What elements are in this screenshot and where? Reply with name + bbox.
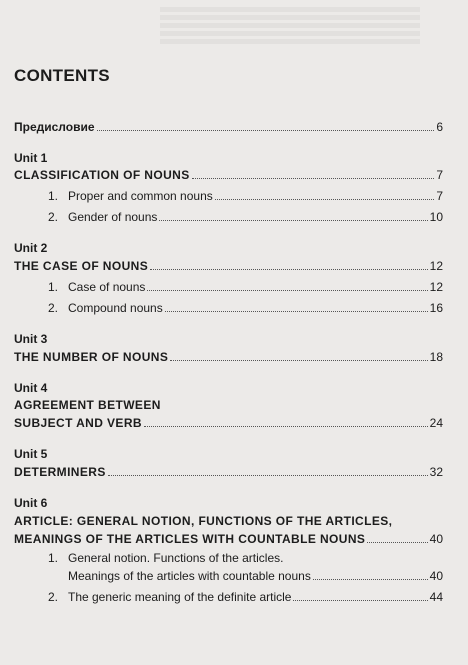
subentry-label: General notion. Functions of the articles.: [68, 551, 284, 565]
page-title: CONTENTS: [14, 66, 110, 85]
toc-subentry-line: [48, 551, 443, 565]
page-number: 6: [436, 120, 443, 134]
subentry-label: Gender of nouns: [68, 210, 158, 224]
subentry-label: The generic meaning of the definite article: [68, 590, 292, 604]
unit-label: Unit 3: [14, 332, 48, 346]
leader-dots: [170, 360, 427, 361]
page-number: 18: [429, 350, 443, 364]
leader-dots: [150, 269, 427, 270]
bleed-through-text: [160, 4, 420, 47]
page-number: 7: [436, 189, 443, 203]
page-number: 16: [429, 301, 443, 315]
leader-dots: [313, 579, 428, 580]
subentry-label: Meanings of the articles with countable nouns: [68, 569, 311, 583]
page-number: 44: [429, 590, 443, 604]
leader-dots: [159, 220, 427, 221]
unit-label: Unit 4: [14, 381, 48, 395]
subentry-label: Case of nouns: [68, 280, 146, 294]
page-number: 7: [436, 168, 443, 182]
toc-subentry: [48, 210, 443, 224]
unit-title: THE CASE OF NOUNS: [14, 259, 149, 273]
toc-subentry: [48, 301, 443, 315]
leader-dots: [215, 199, 435, 200]
unit-title-line: ARTICLE: GENERAL NOTION, FUNCTIONS OF THE ARTICLES,: [14, 514, 393, 528]
item-number: 1.: [48, 280, 59, 294]
leader-dots: [192, 178, 435, 179]
page-number: 12: [429, 280, 443, 294]
unit-title-line: AGREEMENT BETWEEN: [14, 398, 161, 412]
unit-label: Unit 5: [14, 447, 48, 461]
item-number: 1.: [48, 551, 59, 565]
unit-label: Unit 6: [14, 496, 48, 510]
toc-entry-unit2: [14, 259, 443, 273]
toc-entry-unit4: [14, 416, 443, 430]
unit-title: THE NUMBER OF NOUNS: [14, 350, 169, 364]
toc-subentry: [48, 280, 443, 294]
leader-dots: [293, 600, 427, 601]
leader-dots: [97, 130, 435, 131]
unit-title: CLASSIFICATION OF NOUNS: [14, 168, 190, 182]
item-number: 2.: [48, 301, 59, 315]
subentry-label: Compound nouns: [68, 301, 163, 315]
leader-dots: [165, 311, 428, 312]
item-number: 1.: [48, 189, 59, 203]
unit-label: Unit 1: [14, 151, 48, 165]
toc-subentry: [48, 590, 443, 604]
unit-title-line: SUBJECT AND VERB: [14, 416, 142, 430]
page-number: 10: [429, 210, 443, 224]
unit-title-line: MEANINGS OF THE ARTICLES WITH COUNTABLE NOUNS: [14, 532, 366, 546]
leader-dots: [367, 542, 427, 543]
leader-dots: [147, 290, 427, 291]
page-number: 12: [429, 259, 443, 273]
page-number: 40: [429, 532, 443, 546]
toc-subentry: [48, 189, 443, 203]
toc-subentry: [68, 569, 443, 583]
toc-entry-label: Предисловие: [14, 120, 95, 134]
toc-entry-unit5: [14, 465, 443, 479]
page-number: 32: [429, 465, 443, 479]
page-number: 40: [429, 569, 443, 583]
item-number: 2.: [48, 590, 59, 604]
toc-entry-unit6: [14, 532, 443, 546]
unit-title: DETERMINERS: [14, 465, 106, 479]
toc-entry-unit3: [14, 350, 443, 364]
leader-dots: [108, 475, 428, 476]
leader-dots: [144, 426, 428, 427]
unit-label: Unit 2: [14, 241, 48, 255]
subentry-label: Proper and common nouns: [68, 189, 213, 203]
toc-entry-preface: [14, 120, 443, 134]
page-number: 24: [429, 416, 443, 430]
item-number: 2.: [48, 210, 59, 224]
toc-entry-unit1: [14, 168, 443, 182]
